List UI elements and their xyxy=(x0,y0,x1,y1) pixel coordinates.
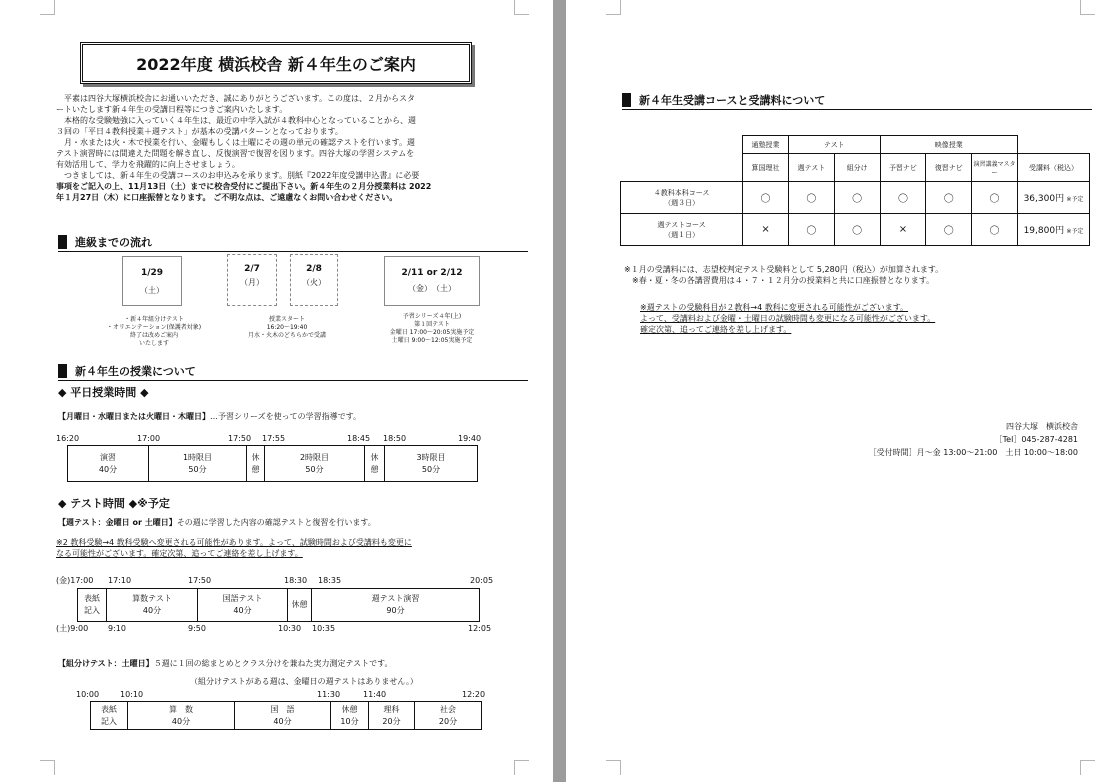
flow-note-2 xyxy=(222,316,352,340)
intro-line: ３回の「平日４教科授業＋週テスト」が基本の受講パターンとなっております。 xyxy=(56,127,343,136)
mark-cell: 〇 xyxy=(972,214,1018,246)
note-line: ※春・夏・冬の各講習費用は４・７・１２月分の授業料と共に口座振替となります。 xyxy=(624,276,935,285)
date-label: 2/7 xyxy=(244,264,260,274)
schedule-cell: 国語テスト 40分 xyxy=(198,589,288,621)
group-header: 通塾授業 xyxy=(743,136,789,154)
mark-cell: 〇 xyxy=(926,214,972,246)
schedule-cell: 休 憩 xyxy=(247,446,265,481)
school-name: 四谷大塚 横浜校舎 xyxy=(1006,422,1078,431)
mark-cell: 〇 xyxy=(743,182,789,214)
column-header: 組分け xyxy=(834,154,880,182)
time-tick: 20:05 xyxy=(470,576,494,585)
weekday-heading: ◆ 平日授業時間 ◆ xyxy=(58,386,149,399)
schedule-cell: 1時限目 50分 xyxy=(149,446,247,481)
time-tick: 17:50 xyxy=(228,434,252,443)
table-group-header-row xyxy=(621,136,1090,154)
weekday-label: （月） xyxy=(240,278,264,287)
weekday-label: （火） xyxy=(302,278,326,287)
fee-cell xyxy=(1017,214,1089,246)
course-sub: （週３日） xyxy=(664,198,700,207)
time-tick: 17:00 xyxy=(137,434,161,443)
date-box-1 xyxy=(122,256,182,306)
table-empty-cell xyxy=(1017,136,1089,154)
table-empty-cell xyxy=(621,136,743,154)
course-name: ４教科本科コース xyxy=(653,188,710,197)
time-tick: 18:45 xyxy=(347,434,371,443)
course-name-cell xyxy=(621,214,743,246)
date-label: 2/11 or 2/12 xyxy=(401,268,463,278)
section-heading-text: 新４年生の授業について xyxy=(75,365,196,378)
heading-marker-icon xyxy=(622,93,631,107)
crop-mark xyxy=(1080,0,1095,15)
time-tick: 17:50 xyxy=(188,576,212,585)
time-tick: (金)17:00 xyxy=(56,576,94,585)
course-sub: （週１日） xyxy=(664,230,700,239)
crop-mark xyxy=(1080,760,1095,775)
document-page-right xyxy=(566,0,1118,782)
schedule-cell: 休憩 10分 xyxy=(331,702,369,729)
time-tick: 9:10 xyxy=(108,624,126,633)
time-tick: 12:05 xyxy=(468,624,492,633)
course-name-cell xyxy=(621,182,743,214)
time-tick: (土)9:00 xyxy=(56,624,89,633)
mark-cell: × xyxy=(880,214,926,246)
time-tick: 16:20 xyxy=(56,434,80,443)
note-line: ※2 教科受験→4 教科受験へ変更される可能性があります。よって、試験時間および受講料も変更に xyxy=(56,538,412,547)
kumiwake-subtitle xyxy=(58,658,392,669)
section-heading-text: 進級までの流れ xyxy=(75,236,152,249)
crop-mark xyxy=(514,760,529,775)
schedule-cell: 国 語 40分 xyxy=(235,702,331,729)
section-heading-lessons xyxy=(58,362,528,381)
heading-marker-icon xyxy=(58,235,67,249)
section-heading-course xyxy=(622,91,1092,110)
intro-paragraph xyxy=(56,93,526,203)
weekday-label: （土） xyxy=(140,286,164,295)
weekday-subtitle-text: …予習シリーズを使っての学習指導です。 xyxy=(210,412,361,421)
mark-cell: 〇 xyxy=(972,182,1018,214)
note-line: ※週テストの受験科目が２教科→4 教科に変更される可能性がございます。 xyxy=(640,303,909,312)
test-subtitle xyxy=(58,517,376,528)
column-header: 復習ナビ xyxy=(926,154,972,182)
fee-note: ※予定 xyxy=(1066,228,1084,235)
test-change-note xyxy=(56,537,526,559)
test-schedule-bar xyxy=(77,588,480,622)
change-notes xyxy=(640,302,1090,335)
intro-line: 事項をご記入の上、11月13日（土）までに校舎受付にご提出下さい。新４年生の２月分授業料は 2022 xyxy=(56,182,432,191)
intro-line: テスト演習時には間違えた問題を解き直し、反復演習で復習を図ります。四谷大塚の学習システムを xyxy=(56,149,415,158)
fee-note: ※予定 xyxy=(1066,196,1084,203)
flow-note-line: 16:20～19:40 xyxy=(266,324,308,331)
mark-cell: 〇 xyxy=(834,182,880,214)
mark-cell: 〇 xyxy=(880,182,926,214)
table-column-header-row xyxy=(621,154,1090,182)
intro-line: つきましては、新４年生の受講コースのお申込みを承ります。別紙『2022年度受講申込書』に必要 xyxy=(64,171,420,180)
intro-line: 本格的な受験勉強に入っていく４年生は、最近の中学入試が４教科中心となっていることから、週 xyxy=(64,116,416,125)
flow-note-line: 授業スタート xyxy=(268,316,305,323)
weekday-subtitle xyxy=(58,411,361,422)
column-header: 週テスト xyxy=(788,154,834,182)
schedule-cell: 表紙 記入 xyxy=(91,702,128,729)
schedule-cell: 演習 40分 xyxy=(68,446,149,481)
kumiwake-note: （組分けテストがある週は、金曜日の週テストはありません。） xyxy=(190,677,418,686)
time-tick: 17:55 xyxy=(262,434,286,443)
mark-cell: 〇 xyxy=(788,214,834,246)
schedule-cell: 休憩 xyxy=(288,589,312,621)
flow-note-1 xyxy=(84,316,224,348)
page-title-box xyxy=(80,42,472,84)
section-heading-text: 新４年生受講コースと受講料について xyxy=(639,94,826,107)
kumiwake-subtitle-bold: 【組分けテスト：土曜日】 xyxy=(58,659,154,668)
schedule-cell: 週テスト演習 90分 xyxy=(371,594,420,615)
fee-amount: 36,300円 xyxy=(1023,194,1065,204)
crop-mark xyxy=(40,760,55,775)
flow-note-line: 終了は改めご案内 xyxy=(129,332,178,339)
column-header: 予習ナビ xyxy=(880,154,926,182)
date-label: 2/8 xyxy=(306,264,322,274)
reception-hours: ［受付時間］月～金 13:00～21:00 土日 10:00～18:00 xyxy=(868,448,1078,457)
weekday-schedule-bar xyxy=(67,445,478,482)
mark-cell: × xyxy=(743,214,789,246)
date-box-2 xyxy=(227,254,277,306)
column-header: 算国理社 xyxy=(743,154,789,182)
kumiwake-subtitle-text: ５週に１回の総まとめとクラス分けを兼ねた実力測定テストです。 xyxy=(153,659,393,668)
group-header: テスト xyxy=(788,136,880,154)
time-tick: 18:35 xyxy=(318,576,342,585)
intro-line: 有効活用して、学力を飛躍的に向上させましょう。 xyxy=(56,160,240,169)
note-line: よって、受講料および金曜・土曜日の試験時間も変更になる可能性がございます。 xyxy=(640,314,936,323)
schedule-cell: 算 数 40分 xyxy=(128,702,235,729)
flow-note-line: いたします xyxy=(138,340,169,347)
column-header: 演習講義マスター xyxy=(972,154,1018,182)
note-line: 確定次第、追ってご連絡を差し上げます。 xyxy=(640,325,792,334)
flow-note-line: 土曜日 9:00～12:05実施予定 xyxy=(391,337,473,344)
flow-note-line: ・新４年組分けテスト xyxy=(124,316,184,323)
intro-line: 月・水または火・木で授業を行い、金曜もしくは土曜にその週の単元の確認テストを行います。週 xyxy=(64,138,416,147)
time-tick: 12:20 xyxy=(462,690,486,699)
intro-line: 平素は四谷大塚横浜校舎にお通いいただき、誠にありがとうございます。この度は、２月からスタ xyxy=(64,94,416,103)
time-tick: 18:50 xyxy=(383,434,407,443)
time-tick: 17:10 xyxy=(108,576,132,585)
course-name: 週テストコース xyxy=(657,220,706,229)
mark-cell: 〇 xyxy=(788,182,834,214)
schedule-cell: 理科 20分 xyxy=(369,702,415,729)
flow-note-line: 月水・火木のどちらかで受講 xyxy=(247,332,326,339)
time-tick: 19:40 xyxy=(458,434,482,443)
fee-cell xyxy=(1017,182,1089,214)
kumiwake-schedule-bar xyxy=(90,701,482,730)
school-phone: ［Tel］045-287-4281 xyxy=(994,435,1078,444)
date-box-3 xyxy=(290,254,338,306)
note-line: ※１月の受講料には、志望校判定テスト受験料として 5,280円（税込）が加算されます。 xyxy=(624,265,944,274)
weekday-subtitle-bold: 【月曜日・水曜日または火曜日・木曜日】 xyxy=(58,412,210,421)
crop-mark xyxy=(40,0,55,15)
intro-line: 年１月27日（木）に口座振替となります。 ご不明な点は、ご遠慮なくお問い合わせください。 xyxy=(56,193,398,202)
time-tick: 11:40 xyxy=(363,690,387,699)
weekday-label: （金） （土） xyxy=(408,284,456,293)
heading-marker-icon xyxy=(58,364,67,378)
time-tick: 10:10 xyxy=(120,690,144,699)
page-title: 2022年度 横浜校舎 新４年生のご案内 xyxy=(136,54,416,74)
intro-line: ートいたします新４年生の受講日程等につきご案内いたします。 xyxy=(56,105,288,114)
fee-notes xyxy=(624,264,1094,286)
schedule-cell: 2時限目 50分 xyxy=(265,446,365,481)
test-subtitle-bold: 【週テスト：金曜日 or 土曜日】 xyxy=(58,518,177,527)
schedule-cell: 表紙 記入 xyxy=(78,589,107,621)
group-header: 映像授業 xyxy=(880,136,1017,154)
schedule-cell: 社会 20分 xyxy=(438,704,458,726)
schedule-cell: 算数テスト 40分 xyxy=(107,589,198,621)
crop-mark xyxy=(514,0,529,15)
crop-mark xyxy=(606,760,621,775)
section-heading-flow xyxy=(58,233,528,252)
date-box-4 xyxy=(384,256,480,306)
fee-amount: 19,800円 xyxy=(1023,226,1065,236)
time-tick: 10:30 xyxy=(278,624,302,633)
time-tick: 10:35 xyxy=(312,624,336,633)
table-row xyxy=(621,182,1090,214)
table-row xyxy=(621,214,1090,246)
schedule-cell: 3時限目 50分 xyxy=(416,452,446,474)
test-heading: ◆ テスト時間 ◆※予定 xyxy=(58,497,170,510)
flow-note-line: 金曜日 17:00～20:05実施予定 xyxy=(389,329,475,336)
flow-note-line: ・オリエンテーション(保護者対象) xyxy=(106,324,202,331)
time-tick: 18:30 xyxy=(284,576,308,585)
time-tick: 10:00 xyxy=(76,690,100,699)
course-fee-table xyxy=(620,135,1090,246)
column-header: 受講料（税込） xyxy=(1017,154,1089,182)
note-line: なる可能性がございます。確定次第、追ってご連絡を差し上げます。 xyxy=(56,549,303,558)
flow-note-line: 第１回テスト xyxy=(414,321,450,328)
mark-cell: 〇 xyxy=(834,214,880,246)
crop-mark xyxy=(606,0,621,15)
schedule-cell: 休 憩 xyxy=(365,446,385,481)
flow-note-3 xyxy=(376,313,488,345)
test-subtitle-text: その週に学習した内容の確認テストと復習を行います。 xyxy=(176,518,376,527)
table-empty-cell xyxy=(621,154,743,182)
time-tick: 11:30 xyxy=(317,690,341,699)
flow-note-line: 予習シリーズ４年(上) xyxy=(402,313,462,320)
time-tick: 9:50 xyxy=(188,624,206,633)
date-label: 1/29 xyxy=(140,268,164,278)
document-page-left xyxy=(0,0,553,782)
mark-cell: 〇 xyxy=(926,182,972,214)
